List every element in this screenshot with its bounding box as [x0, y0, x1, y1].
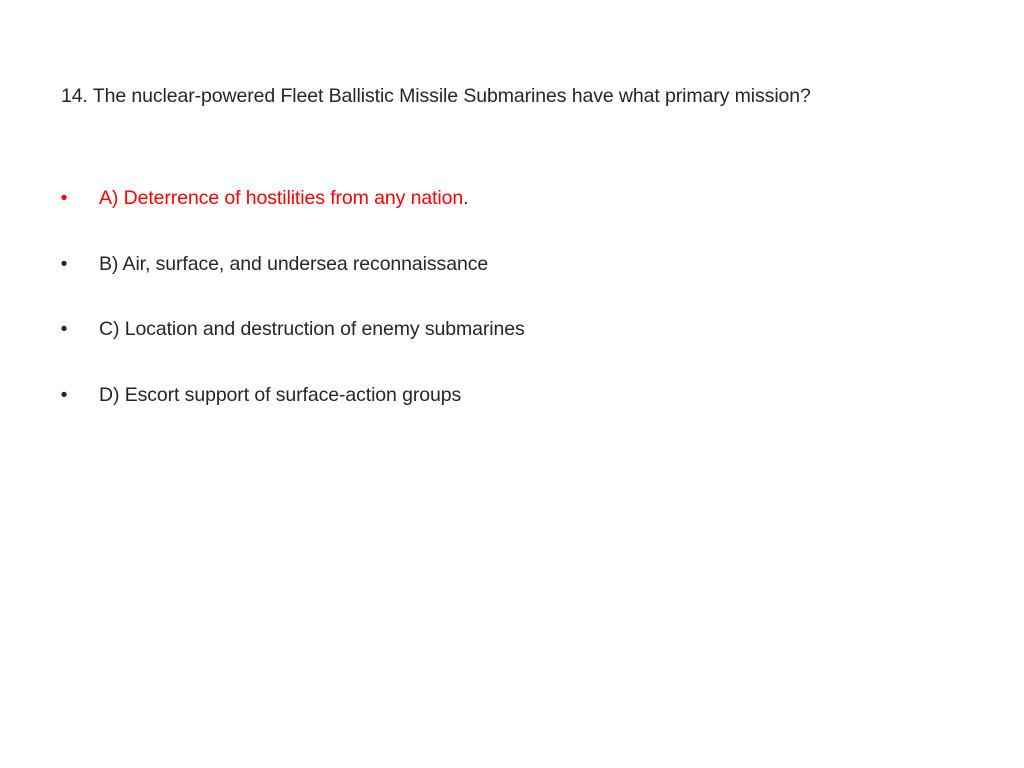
bullet-icon: • [60, 384, 68, 406]
option-a-text [99, 186, 468, 210]
option-a-label: A) Deterrence of hostilities from any nation [99, 187, 464, 209]
option-b-label: B) Air, surface, and undersea reconnaissance [99, 253, 489, 275]
bullet-icon: • [60, 318, 68, 340]
option-c-label: C) Location and destruction of enemy submarines [99, 318, 525, 340]
question-text: 14. The nuclear-powered Fleet Ballistic Missile Submarines have what primary mission? [61, 85, 811, 107]
option-a-suffix: . [463, 187, 469, 209]
bullet-icon: • [60, 253, 68, 275]
bullet-icon: • [60, 187, 68, 209]
option-d-label: D) Escort support of surface-action groups [99, 384, 462, 406]
